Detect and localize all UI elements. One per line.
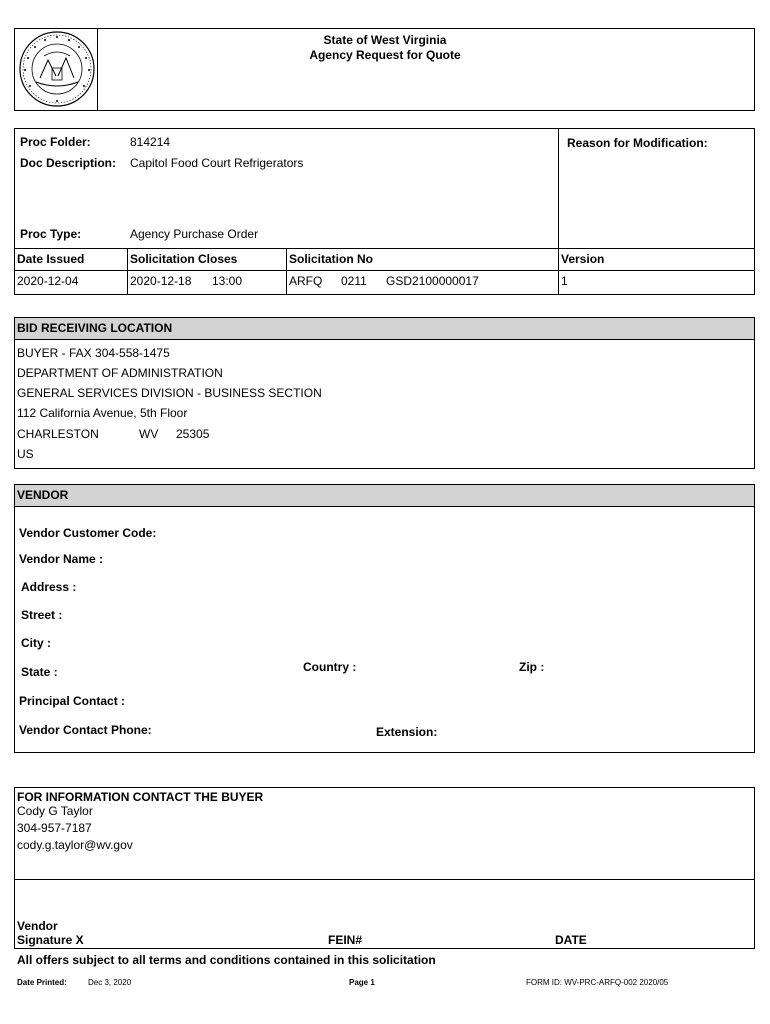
solicitation-no-header: Solicitation No xyxy=(289,252,373,266)
vendor-heading: VENDOR xyxy=(17,488,69,502)
vendor-box xyxy=(14,484,755,753)
vendor-address-label: Address : xyxy=(21,580,77,594)
state-seal-icon xyxy=(18,30,96,108)
solicitation-prefix: ARFQ xyxy=(289,274,323,288)
vendor-extension-label: Extension: xyxy=(376,725,438,739)
proc-col-line-2 xyxy=(286,248,287,295)
date-label: DATE xyxy=(555,933,587,947)
version-value: 1 xyxy=(561,274,568,288)
vendor-header-bar xyxy=(15,485,754,507)
buyer-contact-box xyxy=(14,787,755,949)
version-header: Version xyxy=(561,252,605,266)
vendor-street-label: Street : xyxy=(21,608,63,622)
bid-location-line: GENERAL SERVICES DIVISION - BUSINESS SECTION xyxy=(17,386,322,400)
vendor-state-label: State : xyxy=(21,665,58,679)
date-issued-header: Date Issued xyxy=(17,252,85,266)
proc-row-line-1 xyxy=(14,248,755,249)
vendor-zip-label: Zip : xyxy=(519,660,545,674)
date-printed-label: Date Printed: xyxy=(17,978,67,987)
doc-description-value: Capitol Food Court Refrigerators xyxy=(130,156,304,170)
terms-notice: All offers subject to all terms and conditions contained in this solicitation xyxy=(17,953,436,967)
fein-label: FEIN# xyxy=(328,933,363,947)
solicitation-closes-header: Solicitation Closes xyxy=(130,252,238,266)
solicitation-closes-time: 13:00 xyxy=(212,274,243,288)
vendor-name-label: Vendor Name : xyxy=(19,552,104,566)
date-issued-value: 2020-12-04 xyxy=(17,274,79,288)
bid-location-zip: 25305 xyxy=(176,427,210,441)
form-id: FORM ID: WV-PRC-ARFQ-002 2020/05 xyxy=(526,978,669,987)
bid-location-line: DEPARTMENT OF ADMINISTRATION xyxy=(17,366,223,380)
buyer-name: Cody G Taylor xyxy=(17,804,93,818)
buyer-contact-heading: FOR INFORMATION CONTACT THE BUYER xyxy=(17,790,264,804)
date-printed-value: Dec 3, 2020 xyxy=(88,978,132,987)
proc-type-label: Proc Type: xyxy=(20,227,82,241)
vendor-contact-phone-label: Vendor Contact Phone: xyxy=(19,723,152,737)
bid-location-heading: BID RECEIVING LOCATION xyxy=(17,321,173,335)
vendor-customer-code-label: Vendor Customer Code: xyxy=(19,526,157,540)
buyer-signature-divider xyxy=(14,879,755,880)
bid-location-city: CHARLESTON xyxy=(17,427,99,441)
buyer-phone: 304-957-7187 xyxy=(17,821,92,835)
proc-type-value: Agency Purchase Order xyxy=(130,227,259,241)
doc-description-label: Doc Description: xyxy=(20,156,117,170)
page-number: Page 1 xyxy=(349,978,375,987)
header-divider xyxy=(97,28,98,111)
solicitation-code: 0211 xyxy=(341,274,367,288)
signature-x-label: Signature X xyxy=(17,933,84,947)
bid-location-country: US xyxy=(17,447,34,461)
bid-location-state: WV xyxy=(139,427,159,441)
vendor-city-label: City : xyxy=(21,636,51,650)
document-title: Agency Request for Quote xyxy=(309,48,461,62)
state-title: State of West Virginia xyxy=(323,33,447,47)
proc-folder-label: Proc Folder: xyxy=(20,135,91,149)
solicitation-number: GSD2100000017 xyxy=(386,274,479,288)
vendor-signature-label: Vendor xyxy=(17,919,58,933)
bid-location-line: BUYER - FAX 304-558-1475 xyxy=(17,346,170,360)
proc-row-line-2 xyxy=(14,270,755,271)
principal-contact-label: Principal Contact : xyxy=(19,694,126,708)
proc-col-line-1 xyxy=(127,248,128,295)
solicitation-closes-date: 2020-12-18 xyxy=(130,274,192,288)
bid-location-line: 112 California Avenue, 5th Floor xyxy=(17,406,188,420)
buyer-email: cody.g.taylor@wv.gov xyxy=(17,838,133,852)
vendor-country-label: Country : xyxy=(303,660,357,674)
proc-folder-value: 814214 xyxy=(130,135,171,149)
reason-for-modification-label: Reason for Modification: xyxy=(567,136,708,150)
